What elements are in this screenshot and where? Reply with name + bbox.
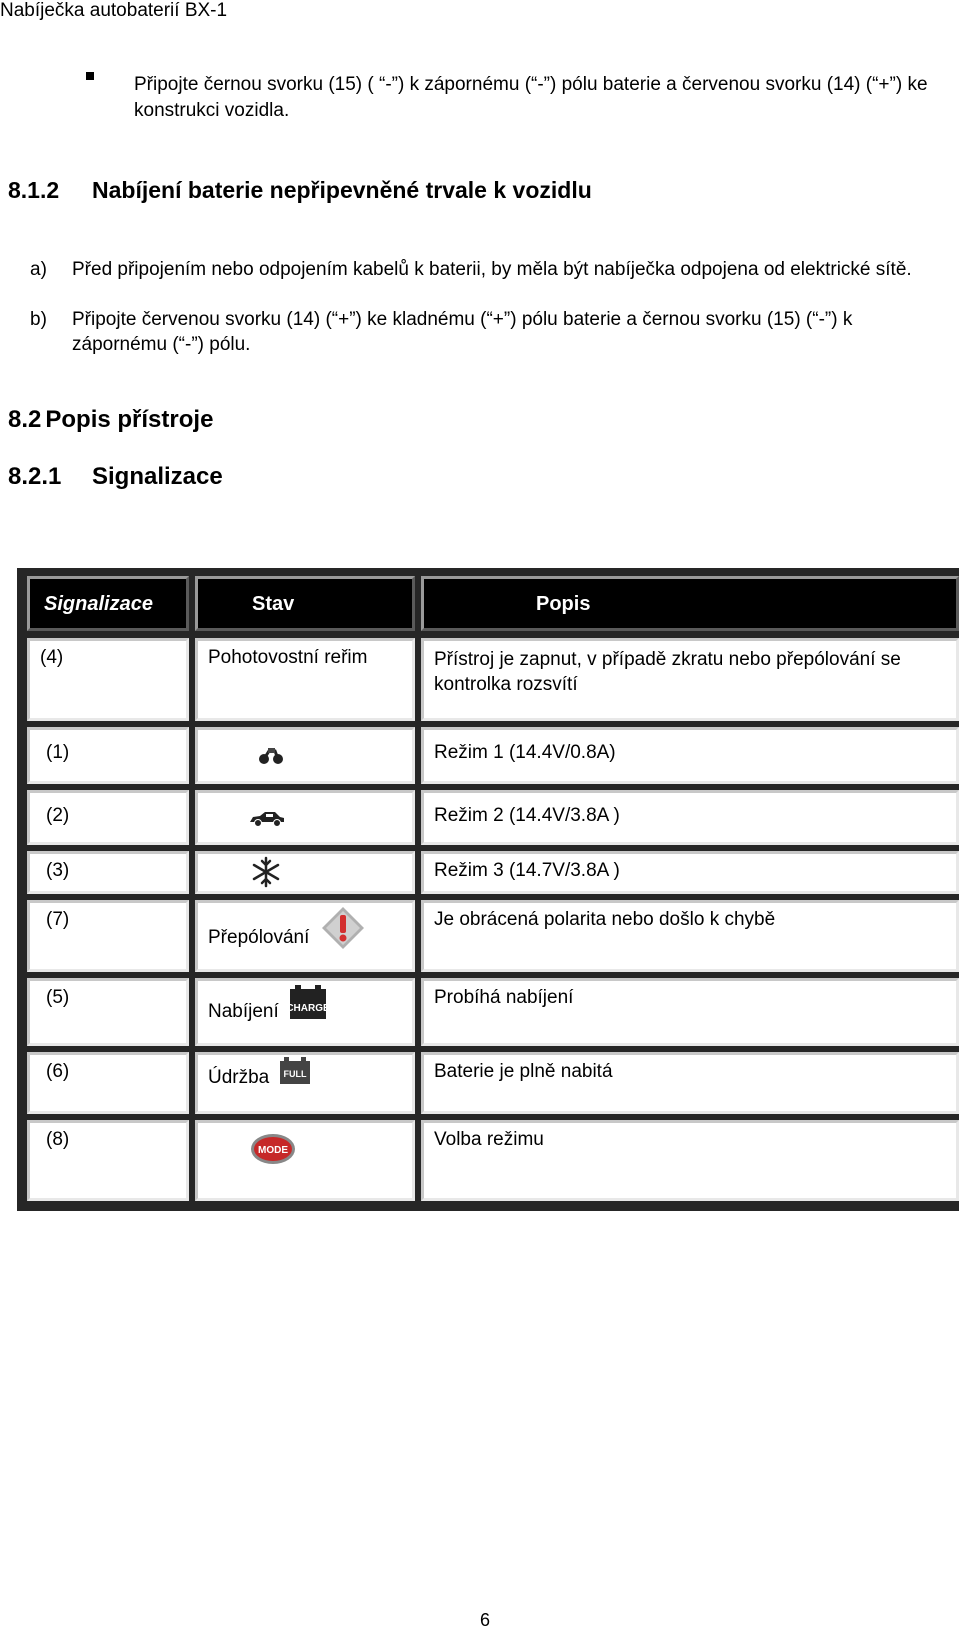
cell-text: Nabíjení [208, 1001, 279, 1022]
table-cell-state [195, 1120, 415, 1201]
table-cell-state [195, 638, 415, 721]
cell-text: Režim 1 (14.4V/0.8A) [434, 742, 616, 763]
bullet-marker [86, 72, 94, 80]
cell-text: Je obrácená polarita nebo došlo k chybě [434, 909, 776, 930]
section-title: Popis přístroje [45, 406, 214, 433]
motorcycle-icon [258, 744, 284, 766]
document-header: Nabíječka autobaterií BX-1 [0, 0, 228, 21]
cell-text: Pohotovostní reřim [208, 647, 368, 668]
cell-text: Probíhá nabíjení [434, 987, 574, 1008]
section-number: 8.1.2 [8, 177, 60, 203]
table-cell-desc [421, 1052, 959, 1114]
list-marker: a) [30, 259, 47, 280]
table-cell-state [195, 1052, 415, 1114]
list-text: Připojte červenou svorku (14) (“+”) ke kladnému (“+”) pólu baterie a černou svorku (15) (“-”) k zápornému (“-”) pólu. [72, 309, 853, 355]
table-cell-desc [421, 1120, 959, 1201]
snowflake-icon [250, 856, 282, 888]
header-cell-state [195, 576, 415, 631]
header-label: Stav [252, 593, 295, 615]
cell-text: (4) [40, 647, 64, 668]
section-number: 8.2 [8, 406, 42, 433]
table-cell-signal [27, 1120, 189, 1201]
list-text: Před připojením nebo odpojením kabelů k baterii, by měla být nabíječka odpojena od elektrické sítě. [72, 259, 912, 280]
cell-text: Režim 3 (14.7V/3.8A ) [434, 860, 620, 881]
mode-label: MODE [258, 1145, 288, 1156]
table-cell-signal [27, 790, 189, 845]
section-heading-8-2 [8, 406, 213, 434]
table-cell-signal [27, 851, 189, 894]
table-cell-state [195, 978, 415, 1046]
cell-text: (2) [46, 805, 70, 826]
charge-label: CHARGE [286, 1003, 330, 1014]
header-label: Signalizace [44, 593, 153, 615]
cell-text: Baterie je plně nabitá [434, 1061, 613, 1082]
table-cell-signal [27, 900, 189, 972]
header-cell-desc [421, 576, 959, 631]
cell-text: (1) [46, 742, 70, 763]
warning-icon [320, 905, 366, 951]
section-heading-8-1-2 [8, 177, 592, 204]
table-cell-signal [27, 727, 189, 784]
table-cell-desc [421, 638, 959, 721]
list-item-b [30, 307, 930, 357]
table-cell-desc [421, 900, 959, 972]
page-number: 6 [480, 1610, 491, 1630]
table-cell-state [195, 790, 415, 845]
table-cell-desc [421, 727, 959, 784]
header-cell-signal [27, 576, 189, 631]
charge-icon [286, 985, 330, 1021]
bullet-text: Připojte černou svorku (15) ( “-”) k zápornému (“-”) pólu baterie a červenou svorku (14) (“+”) ke konstrukci vozidla. [134, 74, 928, 121]
table-cell-desc [421, 851, 959, 894]
table-cell-state [195, 900, 415, 972]
section-heading-8-2-1 [8, 463, 223, 491]
table-cell-signal [27, 978, 189, 1046]
cell-text: Režim 2 (14.4V/3.8A ) [434, 805, 620, 826]
section-number: 8.2.1 [8, 463, 62, 490]
section-title: Nabíjení baterie nepřipevněné trvale k vozidlu [92, 177, 592, 203]
cell-text: Přístroj je zapnut, v případě zkratu nebo přepólování se kontrolka rozsvítí [434, 649, 901, 695]
table-cell-desc [421, 790, 959, 845]
cell-text: (8) [46, 1129, 70, 1150]
cell-text: Přepólování [208, 927, 310, 948]
signal-table [17, 568, 959, 1211]
table-cell-signal [27, 638, 189, 721]
table-cell-signal [27, 1052, 189, 1114]
table-cell-desc [421, 978, 959, 1046]
cell-text: Údržba [208, 1067, 270, 1088]
car-icon [248, 810, 286, 828]
list-marker: b) [30, 309, 47, 330]
list-item-a [30, 257, 930, 307]
table-cell-state [195, 851, 415, 894]
full-label: FULL [283, 1069, 307, 1079]
header-label: Popis [536, 593, 591, 615]
section-title: Signalizace [92, 463, 223, 490]
table-cell-state [195, 727, 415, 784]
mode-button-icon [250, 1133, 296, 1165]
cell-text: (3) [46, 860, 70, 881]
cell-text: (5) [46, 987, 70, 1008]
full-icon [279, 1057, 311, 1085]
cell-text: (7) [46, 909, 70, 930]
cell-text: Volba režimu [434, 1129, 544, 1150]
cell-text: (6) [46, 1061, 70, 1082]
